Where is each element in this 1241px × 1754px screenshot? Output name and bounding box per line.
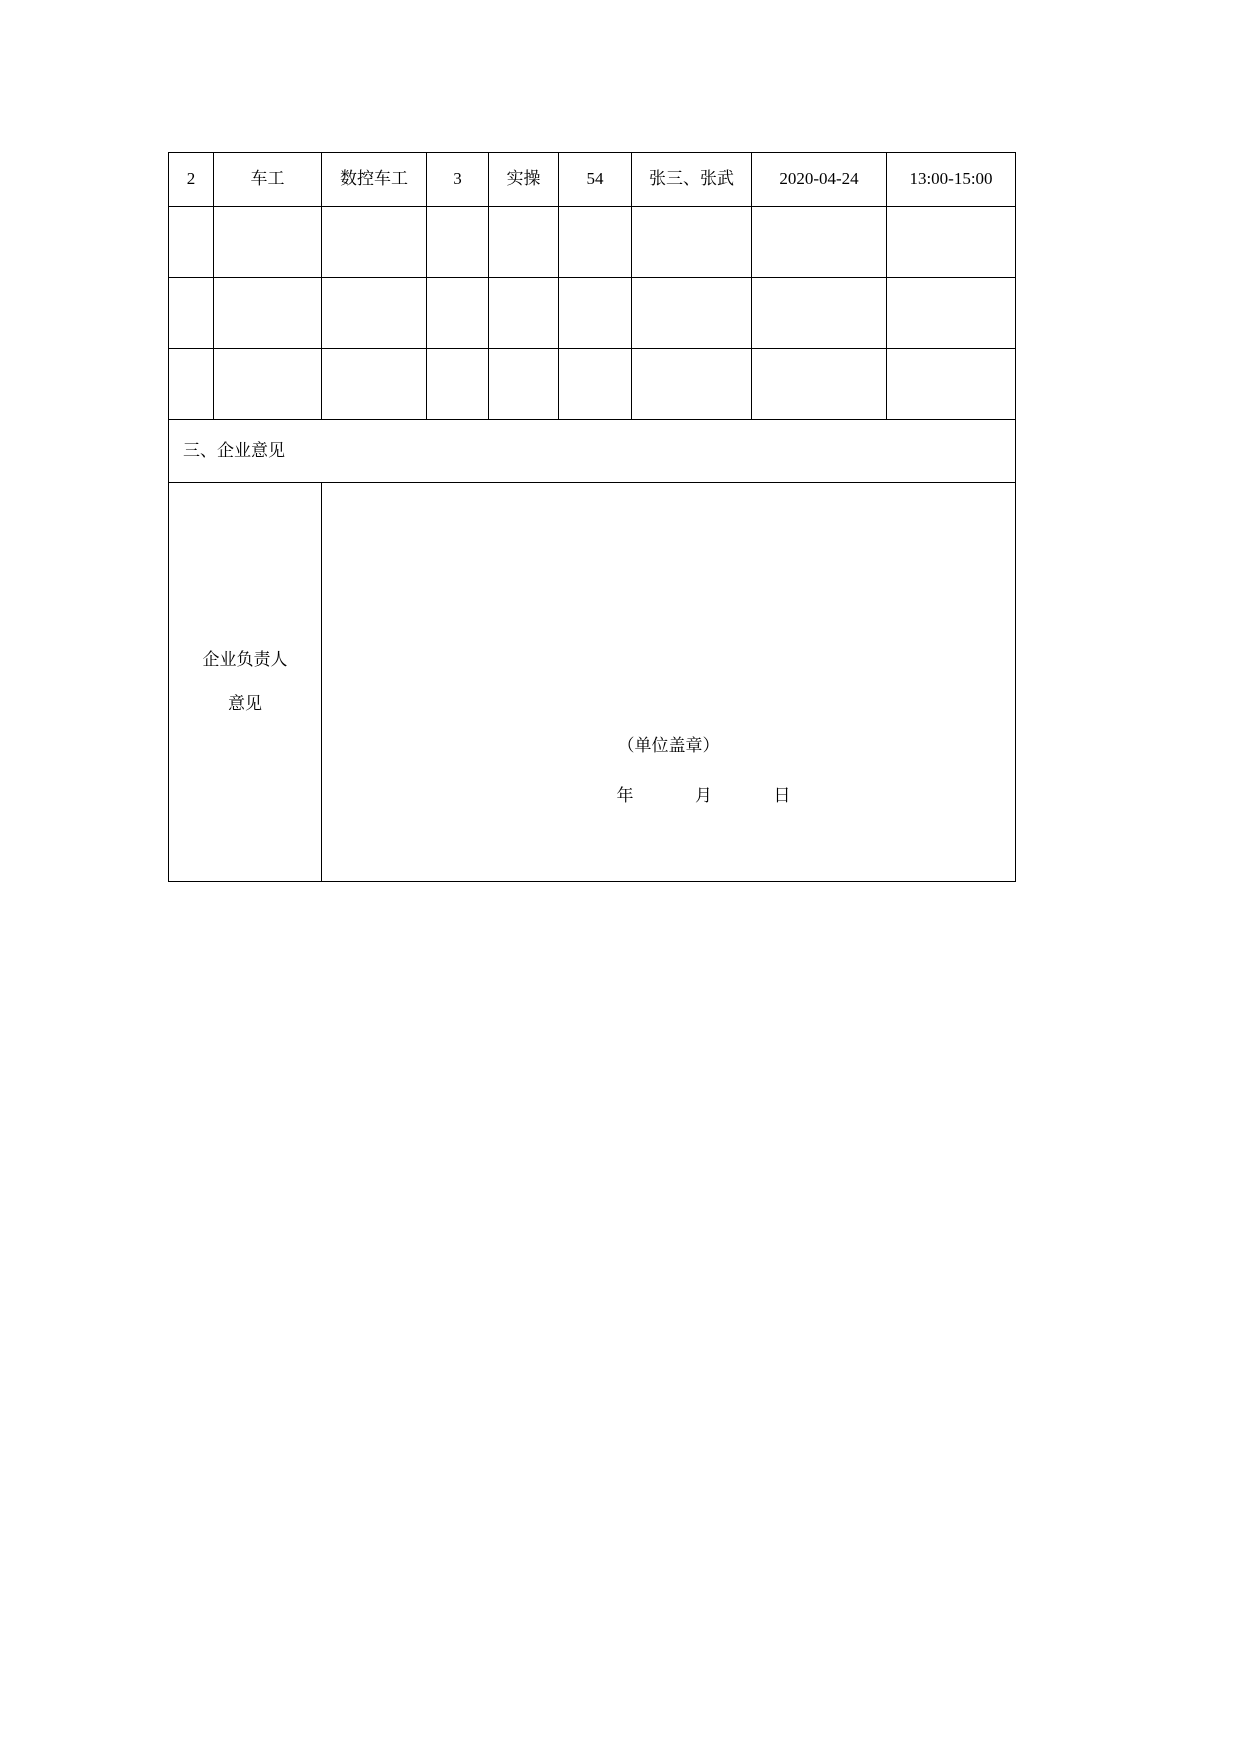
cell-empty	[559, 349, 632, 420]
cell-empty	[427, 278, 489, 349]
cell-no: 2	[169, 153, 214, 207]
training-plan-table	[168, 152, 1016, 882]
date-month: 月	[695, 786, 712, 805]
cell-time: 13:00-15:00	[887, 153, 1016, 207]
opinion-body[interactable]	[322, 483, 1016, 882]
opinion-row	[169, 483, 1016, 882]
cell-empty	[214, 207, 322, 278]
cell-empty	[214, 278, 322, 349]
opinion-label	[169, 483, 322, 882]
cell-teacher: 张三、张武	[632, 153, 752, 207]
cell-empty	[427, 349, 489, 420]
date-day: 日	[773, 786, 791, 805]
cell-empty	[322, 207, 427, 278]
table-row-empty	[169, 207, 1016, 278]
cell-empty	[752, 278, 887, 349]
cell-empty	[632, 207, 752, 278]
cell-empty	[169, 207, 214, 278]
opinion-label-line2: 意见	[228, 694, 262, 713]
cell-empty	[887, 349, 1016, 420]
table-row	[169, 153, 1016, 207]
cell-empty	[489, 349, 559, 420]
cell-empty	[322, 278, 427, 349]
cell-empty	[559, 278, 632, 349]
cell-empty	[169, 349, 214, 420]
cell-empty	[752, 207, 887, 278]
table-row-empty	[169, 349, 1016, 420]
cell-empty	[632, 278, 752, 349]
cell-class: 3	[427, 153, 489, 207]
cell-count: 54	[559, 153, 632, 207]
cell-empty	[752, 349, 887, 420]
cell-empty	[489, 278, 559, 349]
opinion-label-line1: 企业负责人	[202, 649, 288, 669]
cell-empty	[559, 207, 632, 278]
table-row-empty	[169, 278, 1016, 349]
date-line	[322, 785, 1015, 807]
section-title: 三、企业意见	[169, 420, 1016, 483]
cell-empty	[887, 278, 1016, 349]
cell-date: 2020-04-24	[752, 153, 887, 207]
cell-empty	[427, 207, 489, 278]
cell-trade: 车工	[214, 153, 322, 207]
cell-empty	[214, 349, 322, 420]
cell-empty	[322, 349, 427, 420]
cell-project: 数控车工	[322, 153, 427, 207]
cell-empty	[169, 278, 214, 349]
date-year: 年	[616, 786, 634, 805]
cell-empty	[489, 207, 559, 278]
section-header-row	[169, 420, 1016, 483]
cell-form: 实操	[489, 153, 559, 207]
seal-note: （单位盖章）	[617, 736, 720, 755]
cell-empty	[887, 207, 1016, 278]
cell-empty	[632, 349, 752, 420]
